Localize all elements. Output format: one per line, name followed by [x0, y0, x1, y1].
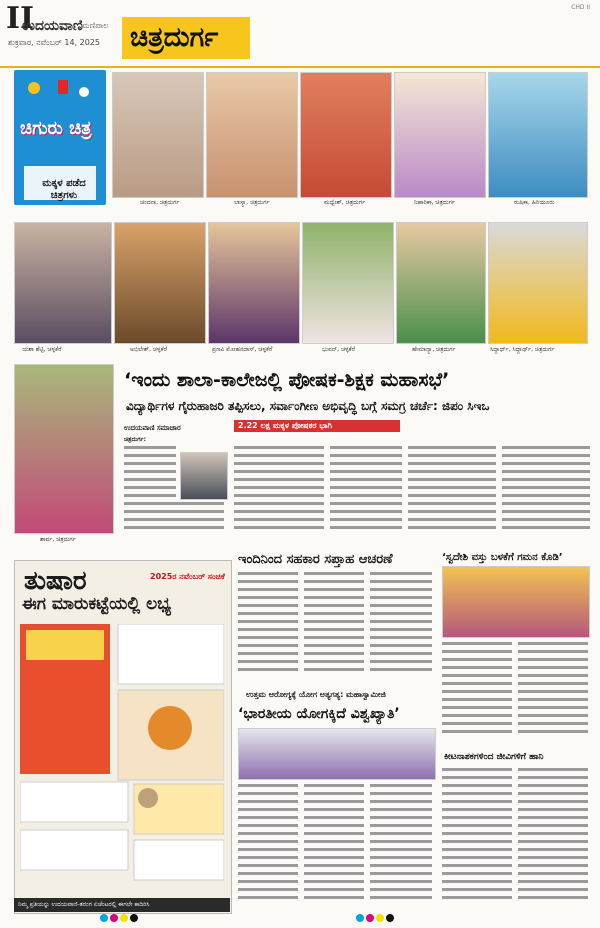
- page-number: II: [6, 1, 35, 36]
- yoga-text: [238, 784, 434, 908]
- kid-photo-3: [300, 72, 392, 198]
- kid-photo-5: [488, 72, 588, 198]
- kid-photo-1: [112, 72, 204, 198]
- kid-photo-11: [488, 222, 588, 344]
- kid-photo-9: [302, 222, 394, 344]
- lead-subhead: ವಿದ್ಯಾರ್ಥಿಗಳ ಗೈರುಹಾಜರಿ ತಪ್ಪಿಸಲು, ಸರ್ವಾಂಗೀಣ ಅಭಿವೃದ್ಧಿ ಬಗ್ಗೆ ಸಮಗ್ರ ಚರ್ಚೆ: ಜಿಪಂ ಸಿಇಒ: [126, 399, 490, 413]
- kid-photo-7: [114, 222, 206, 344]
- kid-photo-2: [206, 72, 298, 198]
- lead-text-columns: [124, 446, 594, 542]
- caption-10: ಹೇಮಾನ್ಯಾ, ಚಿತ್ರದುರ್ಗ: [412, 346, 456, 353]
- caption-3: ಮಧ್ವೇಶ್, ಚಿತ್ರದುರ್ಗ: [324, 199, 366, 206]
- paper-city: ಮಣಿಪಾಲ: [82, 21, 109, 30]
- caption-7: ಅಭಿಲೇಶ್, ಚಳ್ಳಕೆರೆ: [130, 346, 167, 353]
- kid-photo-4: [394, 72, 486, 198]
- highlight-text: 2.22 ಲಕ್ಷ ಮಕ್ಕಳ ಪೋಷಕರ ಭಾಗಿ: [238, 421, 332, 430]
- story-swadeshi-headline: ‘ಸ್ವದೇಶಿ ವಸ್ತು ಬಳಕೆಗೆ ಗಮನ ಕೊಡಿ’: [442, 552, 563, 563]
- caption-5: ರುಷಿಕಾ, ಹಿರಿಯೂರು: [514, 199, 555, 206]
- lead-headline: ‘ಇಂದು ಶಾಲಾ-ಕಾಲೇಜಲ್ಲಿ ಪೋಷಕ-ಶಿಕ್ಷಕ ಮಹಾಸಭೆ’: [124, 369, 450, 391]
- registration-dot-magenta: [110, 914, 118, 922]
- caption-11: ಸಿದ್ದಾರ್ಥ್, ಸಿದ್ದಾರ್ಥ್, ಚಿತ್ರದುರ್ಗ: [490, 346, 555, 353]
- masthead-rule: [0, 66, 600, 68]
- swadeshi-photo: [442, 566, 590, 638]
- registration-dot-yellow: [120, 914, 128, 922]
- channel-label: CHD II: [571, 4, 590, 11]
- paper-name: ಉದಯವಾಣಿ: [22, 18, 83, 34]
- paper-date: ಶುಕ್ರವಾರ, ನವೆಂಬರ್ 14, 2025: [8, 38, 100, 47]
- registration-dot-yellow-2: [376, 914, 384, 922]
- lead-byline: ಉದಯವಾಣಿ ಸಮಾಚಾರ: [124, 424, 181, 432]
- lead-dateline: ಚಿತ್ರದುರ್ಗ:: [124, 436, 147, 443]
- story-yoga-kicker: ಉತ್ತಮ ಆರೋಗ್ಯಕ್ಕೆ ಯೋಗ ಅತ್ಯಗತ್ಯ: ಮಹಾಸ್ವಾಮೀಜಿ: [246, 690, 386, 699]
- kid-photo-10: [396, 222, 486, 344]
- section-title: ಚಿತ್ರದುರ್ಗ: [130, 22, 219, 53]
- ad-footer-text: ನಿಮ್ಮ ಪ್ರತಿಯನ್ನು ಉದಯವಾಣಿ-ತರಂಗ ಏಜೆಂಟರಲ್ಲಿ ಈಗಲೇ ಕಾದಿರಿಸಿ: [18, 901, 150, 908]
- kids-feature-subtitle: ಮಕ್ಕಳ ಪಡೆದ ಚಿತ್ರಗಳು: [42, 178, 86, 201]
- kids-feature-title: ಚಿಗುರು ಚಿತ್ರ: [20, 118, 92, 139]
- kid-photo-side: [14, 364, 114, 534]
- registration-dot-black-2: [386, 914, 394, 922]
- caption-9: ಭುವನ್, ಚಳ್ಳಕೆರೆ: [322, 346, 356, 353]
- story-yoga-headline: ‘ಭಾರತೀಯ ಯೋಗಕ್ಕಿದೆ ವಿಶ್ವಖ್ಯಾತಿ’: [238, 706, 400, 722]
- keet-text: [442, 768, 588, 908]
- ad-artwork: [20, 624, 224, 894]
- caption-1: ಚಂದನಾ, ಚಿತ್ರದುರ್ಗ: [140, 199, 180, 206]
- registration-dot-magenta-2: [366, 914, 374, 922]
- caption-2: ಲಾಸ್ಯಾ, ಚಿತ್ರದುರ್ಗ: [234, 199, 270, 206]
- registration-dot-cyan: [100, 914, 108, 922]
- swadeshi-text: [442, 642, 588, 746]
- kid-photo-8: [208, 222, 300, 344]
- registration-dot-black: [130, 914, 138, 922]
- caption-4: ನಿಹಾರಿಕಾ, ಚಿತ್ರದುರ್ಗ: [414, 199, 456, 206]
- kid-photo-6: [14, 222, 112, 344]
- ad-title: ತುಷಾರ: [24, 566, 87, 596]
- ad-tagline: ಈಗ ಮಾರುಕಟ್ಟೆಯಲ್ಲಿ ಲಭ್ಯ: [22, 594, 172, 614]
- sahakara-text: [238, 572, 434, 684]
- caption-side: ಶಾರ್ವ, ಚಿತ್ರದುರ್ಗ: [40, 536, 76, 543]
- registration-dot-cyan-2: [356, 914, 364, 922]
- yoga-photo: [238, 728, 436, 780]
- caption-6: ಯಶಾ ಶೆಟ್ಟಿ, ಚಳ್ಳಕೆರೆ: [22, 346, 62, 353]
- story-sahakara-headline: ಇಂದಿನಿಂದ ಸಹಕಾರ ಸಪ್ತಾಹ ಆಚರಣೆ: [238, 552, 393, 567]
- ad-issue: 2025ರ ನವೆಂಬರ್ ಸಂಚಿಕೆ: [150, 572, 225, 581]
- caption-8: ಪ್ರಣವಿ ಮೋಹನದಾಸ್, ಚಳ್ಳಕೆರೆ: [212, 346, 273, 353]
- story-keet-headline: ಕೀಟನಾಶಕಗಳಿಂದ ಜೀವಿಗಳಿಗೆ ಹಾನಿ: [444, 752, 544, 762]
